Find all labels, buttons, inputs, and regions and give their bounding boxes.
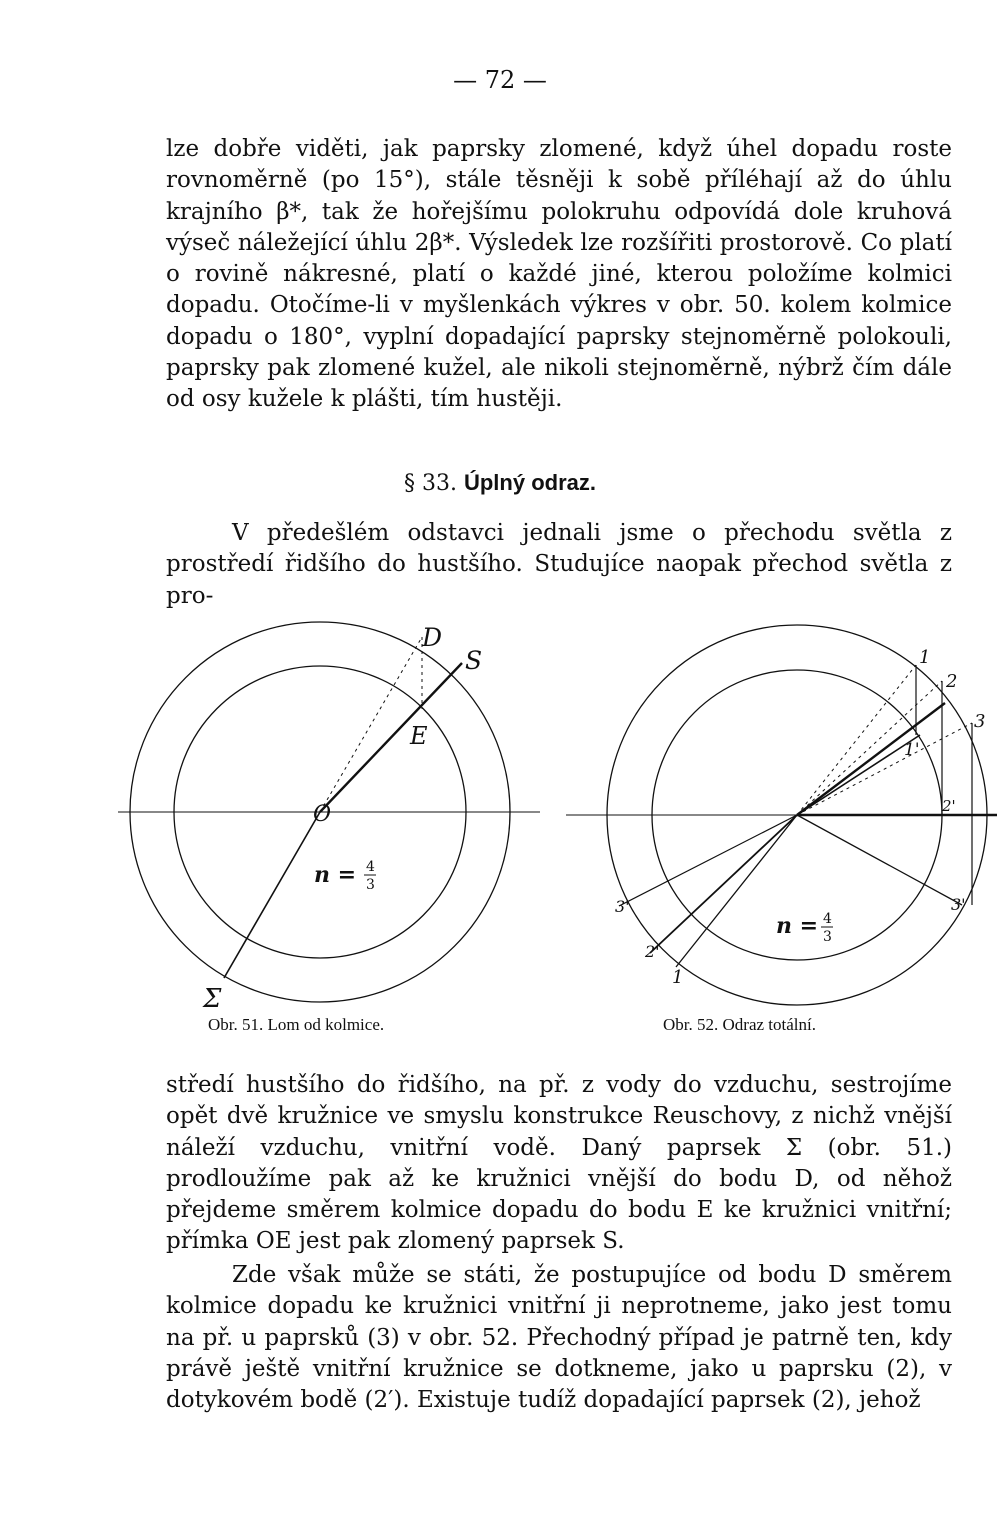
fig52-ray-3-incident	[619, 815, 797, 906]
fig51-label-o: O	[313, 802, 332, 827]
figures	[0, 605, 1000, 1055]
fig51-n-label: n =	[314, 862, 357, 888]
fig52-label-1-left: 1	[672, 967, 684, 988]
fig51-extension-od	[320, 637, 422, 812]
fig52-label-3: 3	[974, 711, 986, 732]
paragraph-3: středí hustšího do řidšího, na př. z vody do vzduchu, sestrojíme opět dvě kružnice ve smyslu konstrukce Reuschovy, z nichž vnější náleží vzduchu, vnitřní vodě. Daný paprsek Σ (obr. 51.) prodloužíme pak až ke kružnici vnější do bodu D, od něhož přejdeme směrem kolmice dopadu do bodu E ke kružnici vnitřní; přímka OE jest pak zlomený paprsek S.	[166, 1072, 952, 1255]
figure-51-labels	[202, 623, 482, 1014]
fig52-label-2p: 2'	[942, 797, 956, 815]
figure-52	[566, 625, 997, 1005]
fig51-label-e: E	[410, 722, 428, 750]
section-title: Úplný odraz.	[463, 470, 596, 495]
fig52-n-label: n =	[776, 913, 819, 939]
paragraph-1: lze dobře viděti, jak paprsky zlomené, když úhel dopadu roste rovnoměrně (po 15°), stále těsněji k sobě příléhají až do úhlu krajního β*, tak že hořejšímu polokruhu odpovídá dole kruhová výseč náležející úhlu 2β*. Výsledek lze rozšířiti prostorově. Co platí o rovině nákresné, platí o každé jiné, kterou položíme kolmici dopadu. Otočíme-li v myšlenkách výkres v obr. 50. kolem kolmice dopadu o 180°, vyplní dopadající paprsky stejnoměrně polokouli, paprsky pak zlomené kužel, ale nikoli stejnoměrně, nýbrž čím dále od osy kužele k plášti, tím hustěji.	[166, 136, 952, 413]
fig51-label-sigma: Σ	[203, 984, 222, 1014]
paragraph-2: V předešlém odstavci jednali jsme o přechodu světla z prostředí řidšího do hustšího. Studujíce naopak přechod světla z pro-	[166, 520, 952, 609]
figure-52-caption: Obr. 52. Odraz totální.	[663, 1015, 816, 1034]
fig51-n-den: 3	[366, 877, 375, 893]
fig51-refracted-ray	[320, 663, 462, 812]
paragraph-4: Zde však může se státi, že postupujíce od bodu D směrem kolmice dopadu ke kružnici vnitřní ji neprotneme, jako jest tomu na př. u paprsků (3) v obr. 52. Přechodný případ je patrně ten, kdy právě ještě vnitřní kružnice se dotkneme, jako u paprsku (2), v dotykovém bodě (2′). Existuje tudíž dopadající paprsek (2), jehož	[166, 1262, 952, 1414]
fig52-label-2p-left: 2'	[645, 942, 660, 961]
fig52-ray-2-refracted	[797, 703, 945, 815]
fig52-label-1: 1	[919, 647, 931, 668]
fig52-ext-1	[797, 665, 916, 815]
fig52-label-3p-right: 3'	[951, 895, 966, 914]
fig52-ext-2	[797, 681, 942, 815]
fig51-n-num: 4	[366, 859, 375, 875]
fig52-ray-2-incident	[650, 815, 797, 953]
figure-51-caption: Obr. 51. Lom od kolmice.	[208, 1015, 385, 1034]
fig52-label-3p-left: 3'	[615, 897, 630, 916]
page-number: — 72 —	[453, 66, 547, 94]
fig51-incident-ray	[224, 812, 320, 978]
fig51-label-d: D	[422, 623, 443, 652]
fig52-ray-3-reflected	[797, 815, 962, 905]
fig51-label-s: S	[465, 646, 483, 675]
fig52-label-1p: 1'	[904, 740, 920, 760]
fig52-n-den: 3	[823, 929, 832, 945]
section-heading	[0, 470, 1000, 496]
fig52-ray-1-incident	[676, 815, 797, 967]
fig52-label-2: 2	[946, 671, 958, 692]
fig52-n-num: 4	[823, 911, 832, 927]
fig52-ray-1-refracted	[797, 735, 920, 815]
section-number: § 33.	[404, 471, 457, 496]
